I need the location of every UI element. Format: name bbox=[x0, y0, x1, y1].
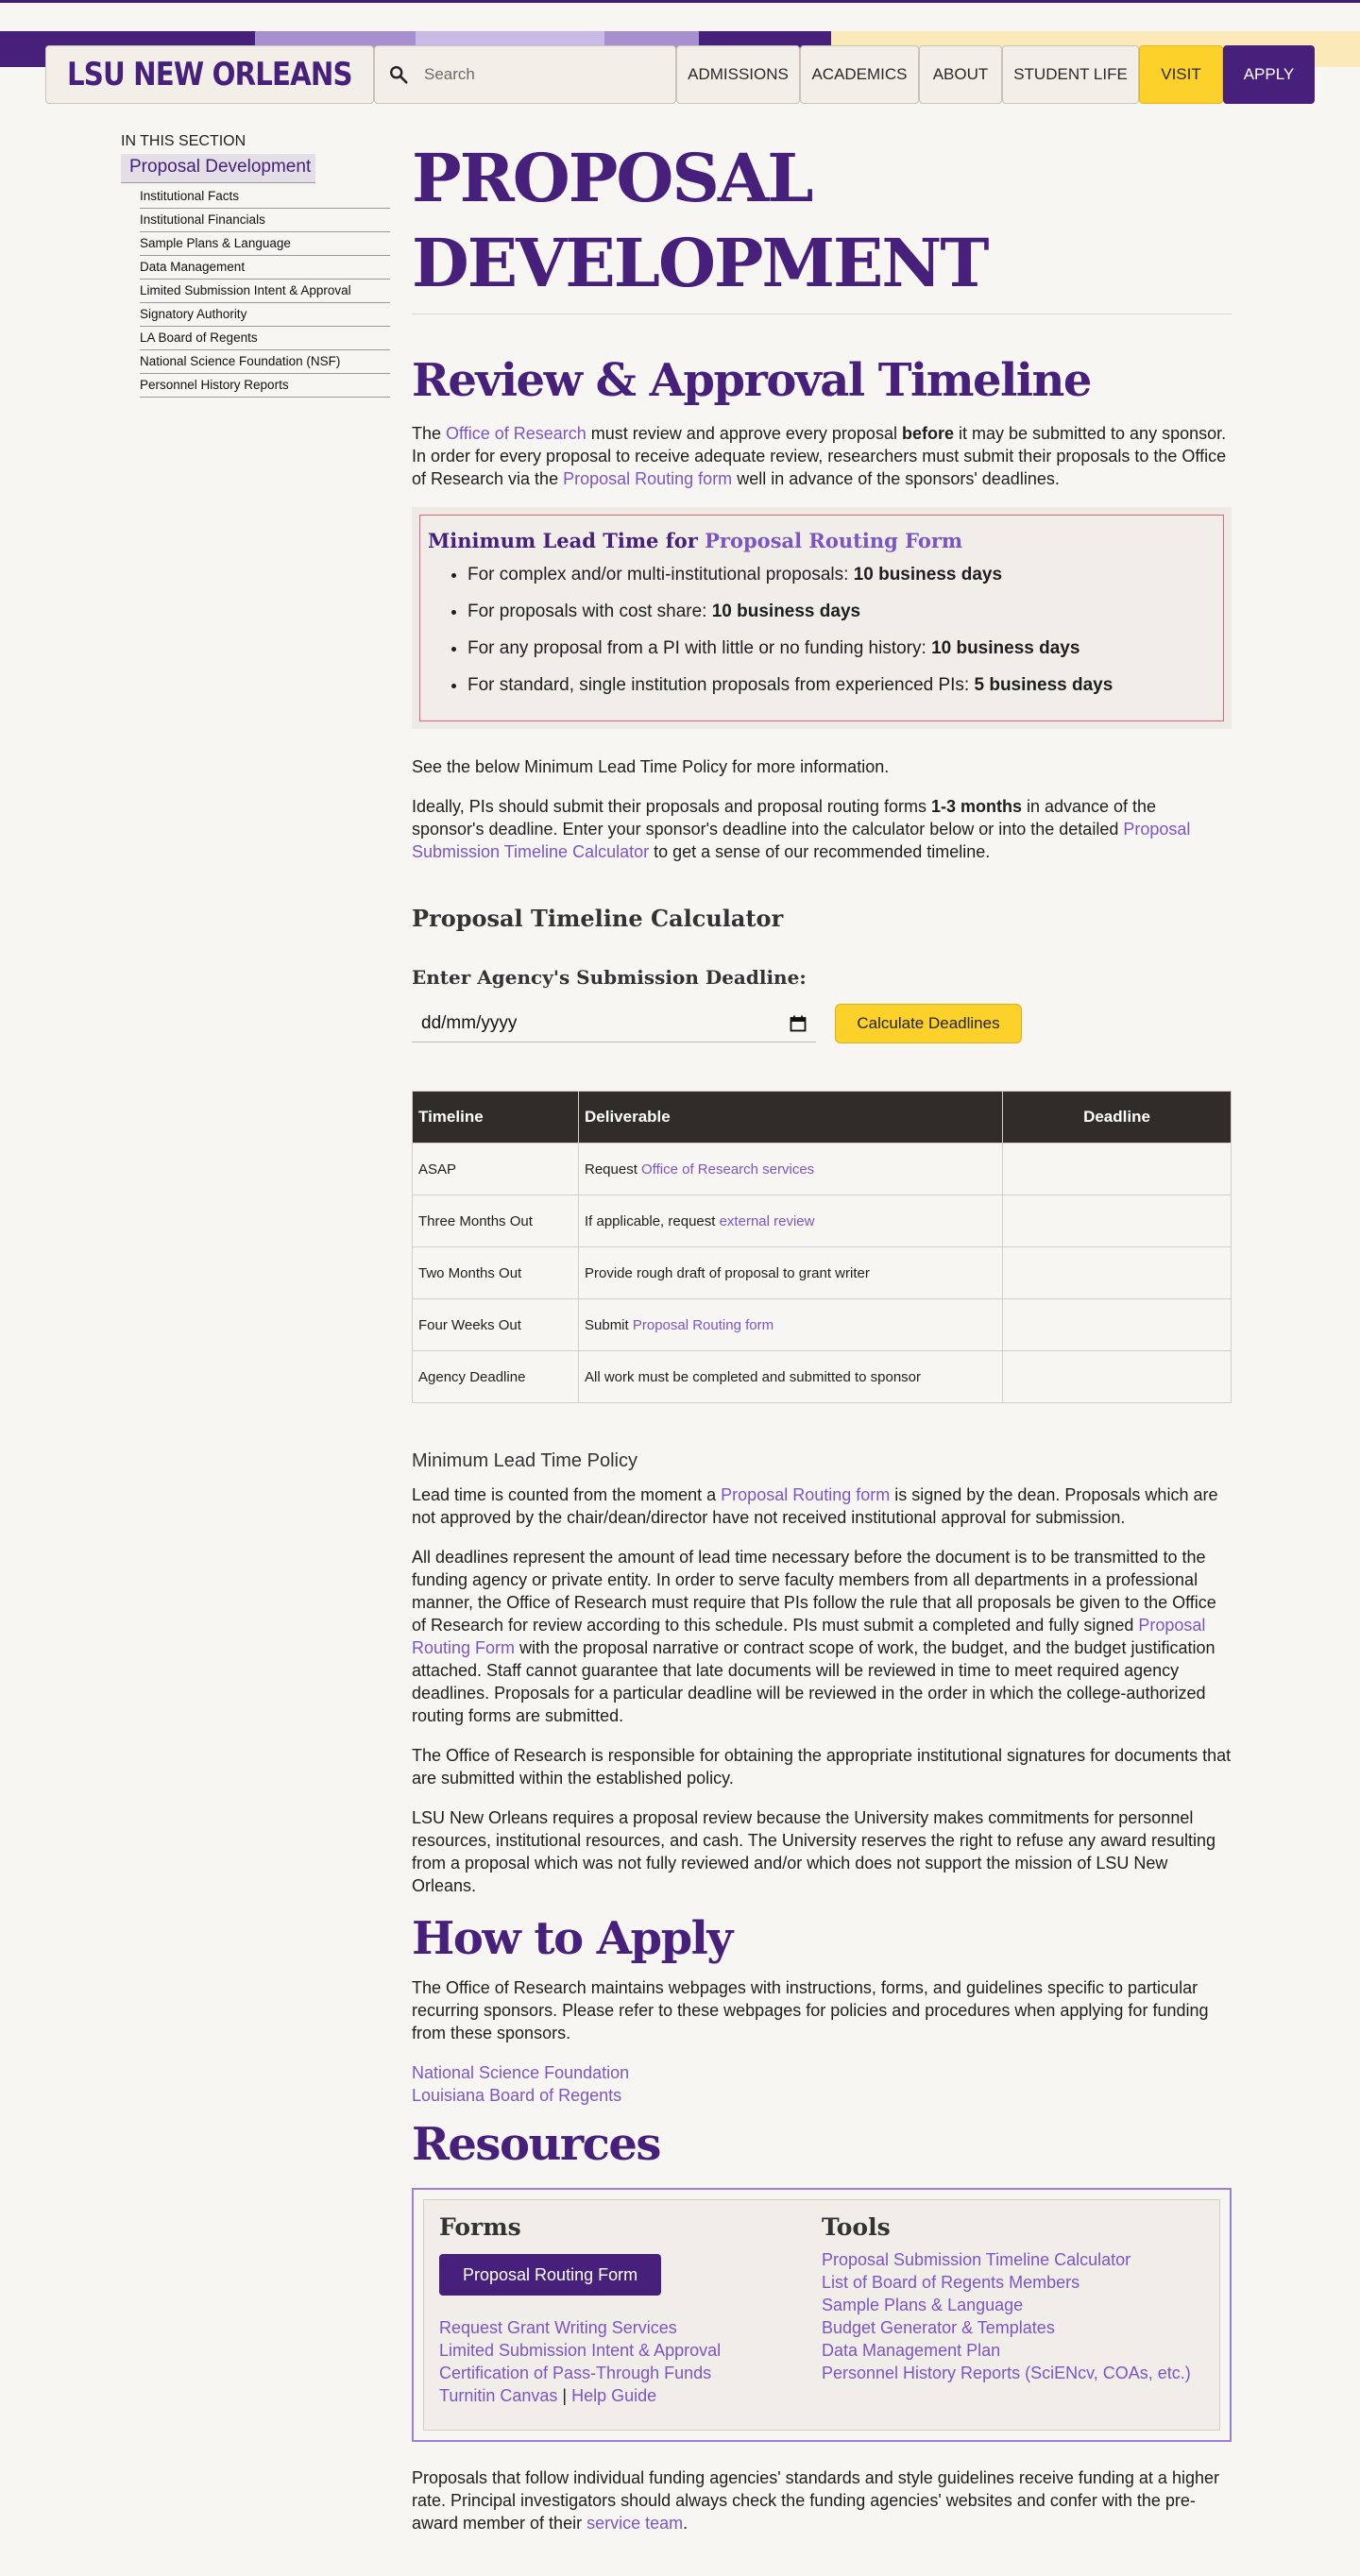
deliverable-cell: All work must be completed and submitted to sponsor bbox=[579, 1351, 1003, 1403]
table-header-row bbox=[413, 1092, 1232, 1144]
policy-routing-form-link[interactable]: Proposal Routing form bbox=[721, 1485, 891, 1504]
sidebar-item-personnel-history[interactable]: Personnel History Reports bbox=[140, 374, 390, 398]
timeline-cell: Four Weeks Out bbox=[413, 1299, 579, 1351]
policy-p3: The Office of Research is responsible for obtaining the appropriate institutional signatures for documents that are submitted within the established policy. bbox=[412, 1746, 1232, 1788]
table-row bbox=[413, 1351, 1232, 1403]
policy-p4: LSU New Orleans requires a proposal review because the University makes commitments for personnel resources, institutional resources, and cash. The University reserves the right to refuse any award resulting from a proposal which was not fully reviewed and/or which does not support the mission of LSU New Orleans. bbox=[412, 1808, 1216, 1895]
see-below-text: See the below Minimum Lead Time Policy for more information. bbox=[412, 757, 890, 776]
how-to-apply-heading: How to Apply bbox=[412, 1912, 732, 1965]
sidebar-item-nsf[interactable]: National Science Foundation (NSF) bbox=[140, 350, 390, 374]
forms-link-pass-through[interactable]: Certification of Pass-Through Funds bbox=[439, 2364, 712, 2382]
logo[interactable]: LSU NEW ORLEANS bbox=[45, 45, 374, 104]
policy-heading: Minimum Lead Time Policy bbox=[412, 1450, 638, 1471]
sidebar-item-institutional-financials[interactable]: Institutional Financials bbox=[140, 209, 390, 232]
top-line bbox=[0, 0, 1360, 3]
tools-link-regents-members[interactable]: List of Board of Regents Members bbox=[822, 2273, 1080, 2292]
table-row bbox=[413, 1144, 1232, 1195]
sidebar-current[interactable]: Proposal Development bbox=[121, 154, 315, 183]
sidebar-item-sample-plans[interactable]: Sample Plans & Language bbox=[140, 232, 390, 256]
policy-p1: Lead time is counted from the moment a Proposal Routing form is signed by the dean. Proposals which are not approved by the chair/dean/director have not received institutional approval for submission. bbox=[412, 1485, 1218, 1527]
tools-link-sample-plans[interactable]: Sample Plans & Language bbox=[822, 2296, 1024, 2314]
nav-about[interactable]: ABOUT bbox=[919, 45, 1002, 104]
list-item: • For complex and/or multi-institutional proposals: 10 business days bbox=[468, 556, 1216, 593]
list-item: • For standard, single institution proposals from experienced PIs: 5 business days bbox=[468, 667, 1216, 703]
deadline-date-input[interactable]: dd/mm/yyyy bbox=[412, 1005, 816, 1042]
forms-heading: Forms bbox=[439, 2213, 521, 2241]
sidebar-item-signatory-authority[interactable]: Signatory Authority bbox=[140, 303, 390, 327]
deliverable-cell: If applicable, request external review bbox=[579, 1195, 1003, 1247]
office-research-services-link[interactable]: Office of Research services bbox=[641, 1161, 815, 1178]
calendar-icon[interactable] bbox=[790, 1015, 807, 1032]
resources-heading: Resources bbox=[412, 2118, 660, 2171]
office-of-research-link[interactable]: Office of Research bbox=[446, 424, 586, 443]
date-row bbox=[412, 1004, 1232, 1043]
callout-routing-form-link[interactable]: Proposal Routing Form bbox=[705, 529, 963, 552]
col-deadline: Deadline bbox=[1003, 1092, 1232, 1144]
deadline-cell bbox=[1003, 1299, 1232, 1351]
sidebar-item-institutional-facts[interactable]: Institutional Facts bbox=[140, 185, 390, 209]
sidebar-item-la-board-of-regents[interactable]: LA Board of Regents bbox=[140, 327, 390, 350]
ideally-text: Ideally, PIs should submit their proposals and proposal routing forms 1-3 months in advance of the sponsor's deadline. Enter your sponsor's deadline into the calculator below or into the detailed Proposal Submission Timeline Calculator to get a sense of our recommended timeline. bbox=[412, 797, 1191, 861]
sidebar-item-data-management[interactable]: Data Management bbox=[140, 256, 390, 280]
timeline-table bbox=[412, 1091, 1232, 1403]
resources-box bbox=[412, 2188, 1232, 2442]
sidebar-item-limited-submission[interactable]: Limited Submission Intent & Approval bbox=[140, 280, 390, 303]
review-intro: The Office of Research must review and approve every proposal before it may be submitted to any sponsor. In order for every proposal to receive adequate review, researchers must submit their proposals to the Office of Research via the Proposal Routing form well in advance of the sponsors' deadlines. bbox=[412, 424, 1227, 488]
col-deliverable: Deliverable bbox=[579, 1092, 1003, 1144]
search-icon bbox=[388, 64, 409, 85]
deadline-cell bbox=[1003, 1351, 1232, 1403]
help-guide-link[interactable]: Help Guide bbox=[571, 2386, 657, 2405]
deadline-cell bbox=[1003, 1195, 1232, 1247]
tools-link-data-management[interactable]: Data Management Plan bbox=[822, 2341, 1001, 2360]
forms-link-grant-writing[interactable]: Request Grant Writing Services bbox=[439, 2318, 677, 2337]
deadline-cell bbox=[1003, 1144, 1232, 1195]
deadline-cell bbox=[1003, 1247, 1232, 1299]
tools-heading: Tools bbox=[822, 2213, 891, 2241]
search-input[interactable] bbox=[422, 64, 672, 85]
table-row bbox=[413, 1299, 1232, 1351]
lead-time-callout bbox=[412, 507, 1232, 729]
review-heading: Review & Approval Timeline bbox=[412, 354, 1091, 407]
calculate-deadlines-button[interactable]: Calculate Deadlines bbox=[835, 1004, 1022, 1043]
forms-link-limited-submission[interactable]: Limited Submission Intent & Approval bbox=[439, 2341, 722, 2360]
sidebar-heading: IN THIS SECTION bbox=[121, 133, 246, 149]
tools-link-budget-generator[interactable]: Budget Generator & Templates bbox=[822, 2318, 1055, 2337]
tools-link-timeline-calculator[interactable]: Proposal Submission Timeline Calculator bbox=[822, 2250, 1131, 2269]
proposal-routing-form-link[interactable]: Proposal Routing form bbox=[563, 469, 733, 488]
board-of-regents-link[interactable]: Louisiana Board of Regents bbox=[412, 2086, 622, 2105]
search-box[interactable] bbox=[374, 45, 676, 104]
service-team-link[interactable]: service team bbox=[586, 2514, 684, 2533]
deliverable-cell: Provide rough draft of proposal to grant writer bbox=[579, 1247, 1003, 1299]
nav-academics[interactable]: ACADEMICS bbox=[800, 45, 919, 104]
policy-routing-form-link-2[interactable]: Proposal Routing Form bbox=[412, 1616, 1206, 1657]
how-to-apply-text: The Office of Research maintains webpages with instructions, forms, and guidelines specific to particular recurring sponsors. Please refer to these webpages for policies and procedures when applying for funding from these sponsors. bbox=[412, 1978, 1209, 2042]
nav-admissions[interactable]: ADMISSIONS bbox=[676, 45, 800, 104]
list-item: • For proposals with cost share: 10 business days bbox=[468, 593, 1216, 630]
forms-column bbox=[439, 2213, 822, 2407]
timeline-cell: Two Months Out bbox=[413, 1247, 579, 1299]
table-routing-form-link[interactable]: Proposal Routing form bbox=[632, 1316, 774, 1333]
main-content bbox=[412, 136, 1232, 2534]
nsf-link[interactable]: National Science Foundation bbox=[412, 2063, 630, 2082]
table-row bbox=[413, 1195, 1232, 1247]
nav-student-life[interactable]: STUDENT LIFE bbox=[1002, 45, 1139, 104]
tools-column bbox=[822, 2213, 1204, 2407]
table-row bbox=[413, 1247, 1232, 1299]
apply-button[interactable]: APPLY bbox=[1223, 45, 1315, 104]
footer-note: Proposals that follow individual funding agencies' standards and style guidelines receive funding at a higher rate. Principal investigators should always check the funding agencies' websites and confer with the pre-award member of their service team. bbox=[412, 2468, 1219, 2533]
timeline-cell: Three Months Out bbox=[413, 1195, 579, 1247]
turnitin-link[interactable]: Turnitin Canvas bbox=[439, 2386, 558, 2405]
tools-link-personnel-history[interactable]: Personnel History Reports (SciENcv, COAs, etc.) bbox=[822, 2364, 1191, 2382]
timeline-cell: ASAP bbox=[413, 1144, 579, 1195]
deliverable-cell: Submit Proposal Routing form bbox=[579, 1299, 1003, 1351]
deliverable-cell: Request Office of Research services bbox=[579, 1144, 1003, 1195]
list-item: • For any proposal from a PI with little or no funding history: 10 business days bbox=[468, 630, 1216, 667]
deadline-label: Enter Agency's Submission Deadline: bbox=[412, 966, 807, 989]
lead-time-list bbox=[428, 556, 1216, 703]
external-review-link[interactable]: external review bbox=[719, 1212, 815, 1229]
turnitin-row: Turnitin Canvas | Help Guide bbox=[439, 2386, 657, 2405]
col-timeline: Timeline bbox=[413, 1092, 579, 1144]
proposal-routing-form-button[interactable]: Proposal Routing Form bbox=[439, 2254, 661, 2296]
policy-p2: All deadlines represent the amount of lead time necessary before the document is to be transmitted to the funding agency or private entity. In order to serve faculty members from all departments in a professional manner, the Office of Research must require that PIs follow the rule that all proposals be given to the Office of Research for review according to this schedule. PIs must submit a completed and fully signed Proposal Routing Form with the proposal narrative or contract scope of work, the budget, and the budget justification attached. Staff cannot guarantee that late documents will be reviewed in time to meet required agency deadlines. Proposals for a particular deadline will be reviewed in the order in which the college-authorized routing forms are submitted. bbox=[412, 1548, 1216, 1725]
timeline-cell: Agency Deadline bbox=[413, 1351, 579, 1403]
visit-button[interactable]: VISIT bbox=[1139, 45, 1223, 104]
sidebar bbox=[121, 133, 390, 398]
page-title: PROPOSAL DEVELOPMENT bbox=[412, 139, 988, 302]
callout-title: Minimum Lead Time for Proposal Routing Form bbox=[428, 529, 963, 552]
timeline-calculator-link[interactable]: Proposal Submission Timeline Calculator bbox=[412, 820, 1191, 861]
calculator-heading: Proposal Timeline Calculator bbox=[412, 905, 784, 932]
